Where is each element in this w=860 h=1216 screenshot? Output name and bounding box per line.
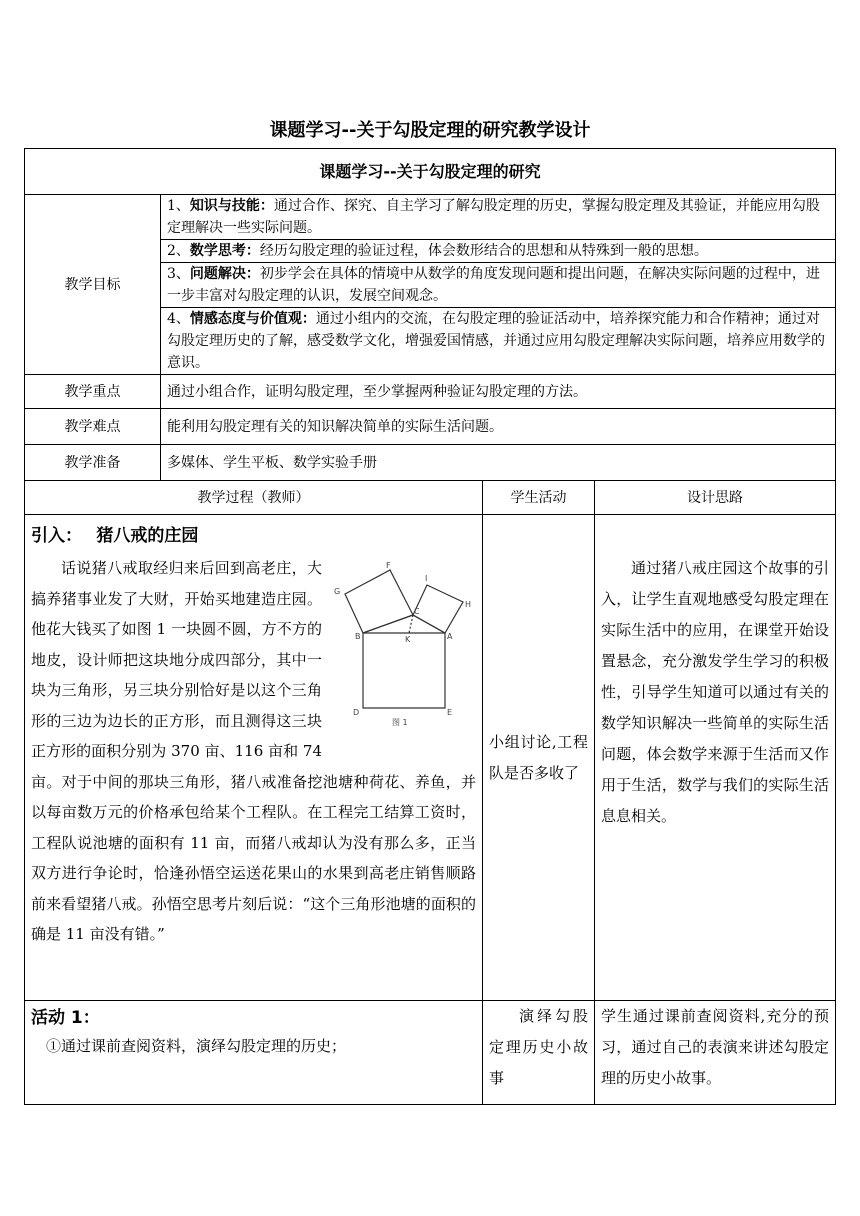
- point-label: I: [425, 574, 428, 583]
- point-label: B: [355, 632, 361, 641]
- point-label: E: [447, 708, 453, 717]
- design-header: 设计思路: [595, 481, 836, 515]
- activity1-student-activity: 演绎勾股定理历史小故事: [483, 1001, 595, 1105]
- point-label: K: [405, 635, 411, 644]
- point-label: D: [353, 708, 360, 717]
- process-header-row: [25, 481, 836, 515]
- objective-item: 1、知识与技能：通过合作、探究、自主学习了解勾股定理的历史，掌握勾股定理及其验证，并能应用勾股定理解决一些实际问题。: [161, 195, 836, 240]
- table-title: 课题学习--关于勾股定理的研究: [25, 149, 836, 195]
- activity1-cell: [25, 1001, 483, 1105]
- objectives-label: 教学目标: [25, 195, 161, 375]
- activity1-row: [25, 1001, 836, 1105]
- intro-heading: 引入： 猪八戒的庄园: [31, 526, 199, 546]
- student-activity-header: 学生活动: [483, 481, 595, 515]
- preparation-label: 教学准备: [25, 445, 161, 481]
- objective-item: 2、数学思考：经历勾股定理的验证过程，体会数形结合的思想和从特殊到一般的思想。: [161, 240, 836, 263]
- lesson-plan-table: [24, 148, 836, 1105]
- intro-story-block: [31, 553, 476, 950]
- table-title-row: [25, 149, 836, 195]
- key-point-text: 通过小组合作，证明勾股定理，至少掌握两种验证勾股定理的方法。: [161, 375, 836, 409]
- objective-item: 4、情感态度与价值观：通过小组内的交流，在勾股定理的验证活动中，培养探究能力和合作精神；通过对勾股定理历史的了解，感受数学文化，增强爱国情感，并通过应用勾股定理解决实际问题，培养应用数学的意识。: [161, 308, 836, 375]
- preparation-row: [25, 445, 836, 481]
- preparation-text: 多媒体、学生平板、数学实验手册: [161, 445, 836, 481]
- point-label: H: [465, 600, 472, 609]
- intro-story: 话说猪八戒取经归来后回到高老庄，大搞养猪事业发了大财，开始买地建造庄园。他花大钱买了如图 1 一块圆不圆，方不方的地皮，设计师把这块地分成四部分，其中一块为三角形，另三块分别恰好是以这个三角形的三边为边长的正方形，而且测得这三块正方形的面积分别为 370 亩、116 亩和 74 亩。对于中间的那块三角形，猪八戒准备挖池塘种荷花、养鱼，并以每亩数万元的价格承包给某个工程队。在工程完工结算工资时，工程队说池塘的面积有 11 亩，而猪八戒却认为没有那么多，正当双方进行争论时，恰逢孙悟空运送花果山的水果到高老庄销售顺路前来看望猪八戒。孙悟空思考片刻后说：“这个三角形池塘的面积的确是 11 亩没有错。”: [31, 559, 476, 943]
- figure-caption: 图 1: [392, 718, 408, 727]
- figure-1-diagram: [330, 559, 480, 749]
- objective-item: 3、问题解决：初步学会在具体的情境中从数学的角度发现问题和提出问题，在解决实际问题的过程中，进一步丰富对勾股定理的认识，发展空间观念。: [161, 263, 836, 308]
- activity1-heading: 活动 1：: [31, 1008, 100, 1028]
- document-title: 课题学习--关于勾股定理的研究教学设计: [269, 120, 591, 141]
- difficulty-text: 能利用勾股定理有关的知识解决简单的实际生活问题。: [161, 409, 836, 445]
- intro-student-activity: 小组讨论,工程队是否多收了: [483, 515, 595, 1001]
- key-point-row: [25, 375, 836, 409]
- intro-row: [25, 515, 836, 1001]
- point-label: G: [334, 587, 341, 596]
- activity1-design: 学生通过课前查阅资料,充分的预习，通过自己的表演来讲述勾股定理的历史小故事。: [595, 1001, 836, 1105]
- point-label: A: [447, 632, 453, 641]
- point-label: F: [386, 561, 391, 570]
- intro-cell: [25, 515, 483, 1001]
- key-point-label: 教学重点: [25, 375, 161, 409]
- intro-design: 通过猪八戒庄园这个故事的引入，让学生直观地感受勾股定理在实际生活中的应用，在课堂开始设置悬念，充分激发学生学习的积极性，引导学生知道可以通过有关的数学知识解决一些简单的实际生活问题，体会数学来源于生活而又作用于生活，数学与我们的实际生活息息相关。: [595, 515, 836, 1001]
- objective-row: [25, 195, 836, 240]
- activity1-text: ①通过课前查阅资料，演绎勾股定理的历史；: [46, 1037, 347, 1055]
- teacher-process-header: 教学过程（教师）: [25, 481, 483, 515]
- difficulty-row: [25, 409, 836, 445]
- point-label: C: [414, 607, 420, 616]
- difficulty-label: 教学难点: [25, 409, 161, 445]
